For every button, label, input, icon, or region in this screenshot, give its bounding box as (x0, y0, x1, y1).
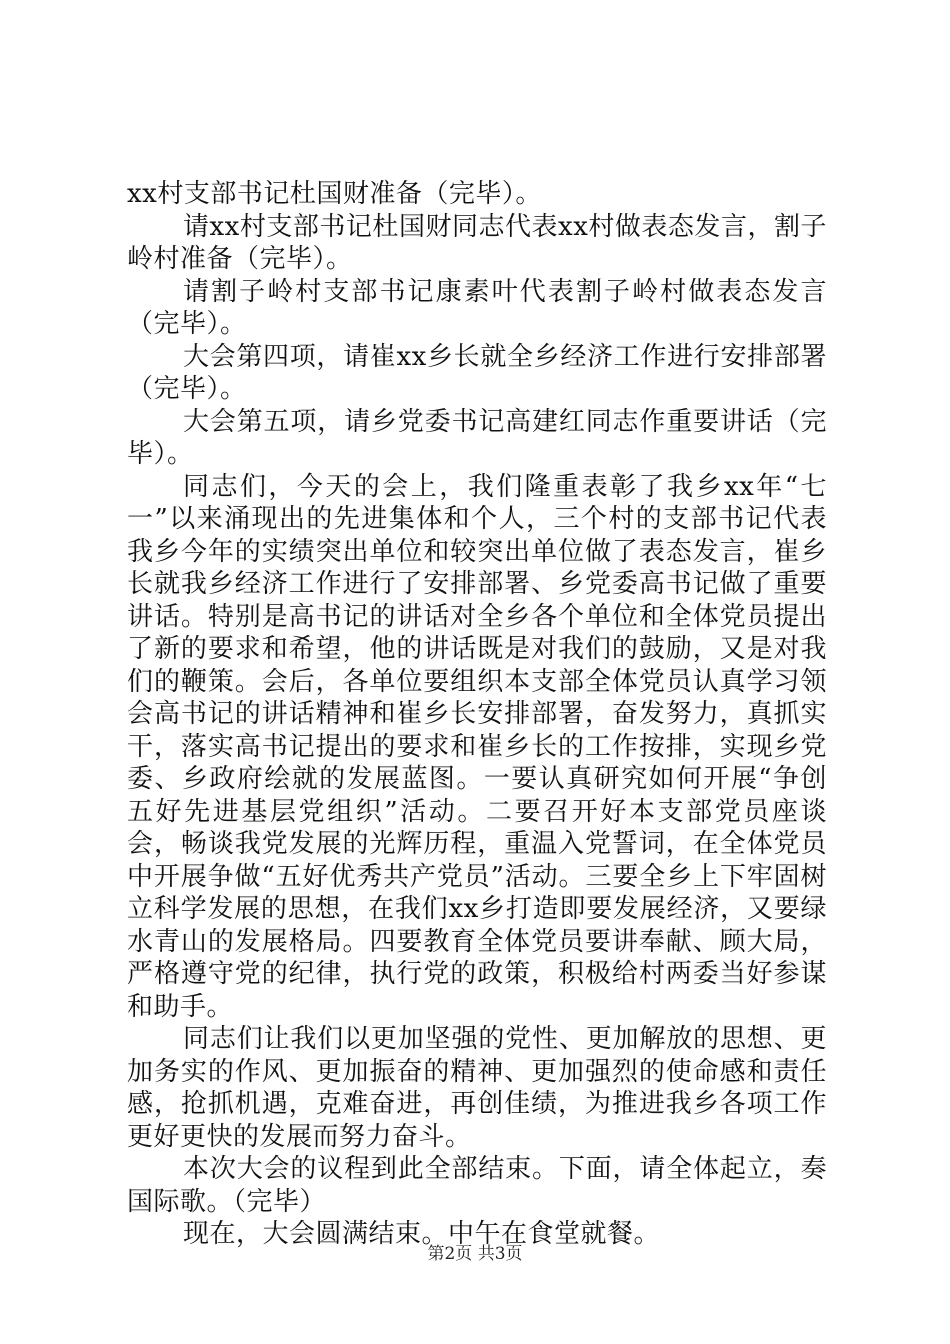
page-number-footer: 第2页 共3页 (427, 1244, 523, 1264)
paragraph-7: 同志们让我们以更加坚强的党性、更加解放的思想、更加务实的作风、更加振奋的精神、更加强烈的使命感和责任感，抢抓机遇，克难奋进，再创佳绩，为推进我乡各项工作更好更快的发展而努力奋斗。 (127, 1024, 827, 1152)
paragraph-5: 大会第五项，请乡党委书记高建红同志作重要讲话（完毕）。 (127, 406, 827, 469)
paragraph-6: 同志们，今天的会上，我们隆重表彰了我乡xx年“七一”以来涌现出的先进集体和个人，三个村的支部书记代表我乡今年的实绩突出单位和较突出单位做了表态发言，崔乡长就我乡经济工作进行了安排部署、乡党委高书记做了重要讲话。特别是高书记的讲话对全乡各个单位和全体党员提出了新的要求和希望，他的讲话既是对我们的鼓励，又是对我们的鞭策。会后，各单位要组织本支部全体党员认真学习领会高书记的讲话精神和崔乡长安排部署，奋发努力，真抓实干，落实高书记提出的要求和崔乡长的工作按排，实现乡党委、乡政府绘就的发展蓝图。一要认真研究如何开展“争创五好先进基层党组织”活动。二要召开好本支部党员座谈会，畅谈我党发展的光辉历程，重温入党誓词，在全体党员中开展争做“五好优秀共产党员”活动。三要全乡上下牢固树立科学发展的思想，在我们xx乡打造即要发展经济，又要绿水青山的发展格局。四要教育全体党员要讲奉献、顾大局，严格遵守党的纪律，执行党的政策，积极给村两委当好参谋和助手。 (127, 471, 827, 1022)
paragraph-4: 大会第四项，请崔xx乡长就全乡经济工作进行安排部署（完毕）。 (127, 341, 827, 404)
paragraph-8: 本次大会的议程到此全部结束。下面，请全体起立，奏国际歌。（完毕） (127, 1154, 827, 1217)
paragraph-3: 请割子岭村支部书记康素叶代表割子岭村做表态发言（完毕）。 (127, 276, 827, 339)
paragraph-9: 现在，大会圆满结束。中午在食堂就餐。 (183, 1219, 661, 1249)
paragraph-2: 请xx村支部书记杜国财同志代表xx村做表态发言，割子岭村准备（完毕）。 (127, 211, 827, 274)
document-body (127, 178, 827, 1251)
paragraph-1: xx村支部书记杜国财准备（完毕）。 (127, 179, 542, 209)
